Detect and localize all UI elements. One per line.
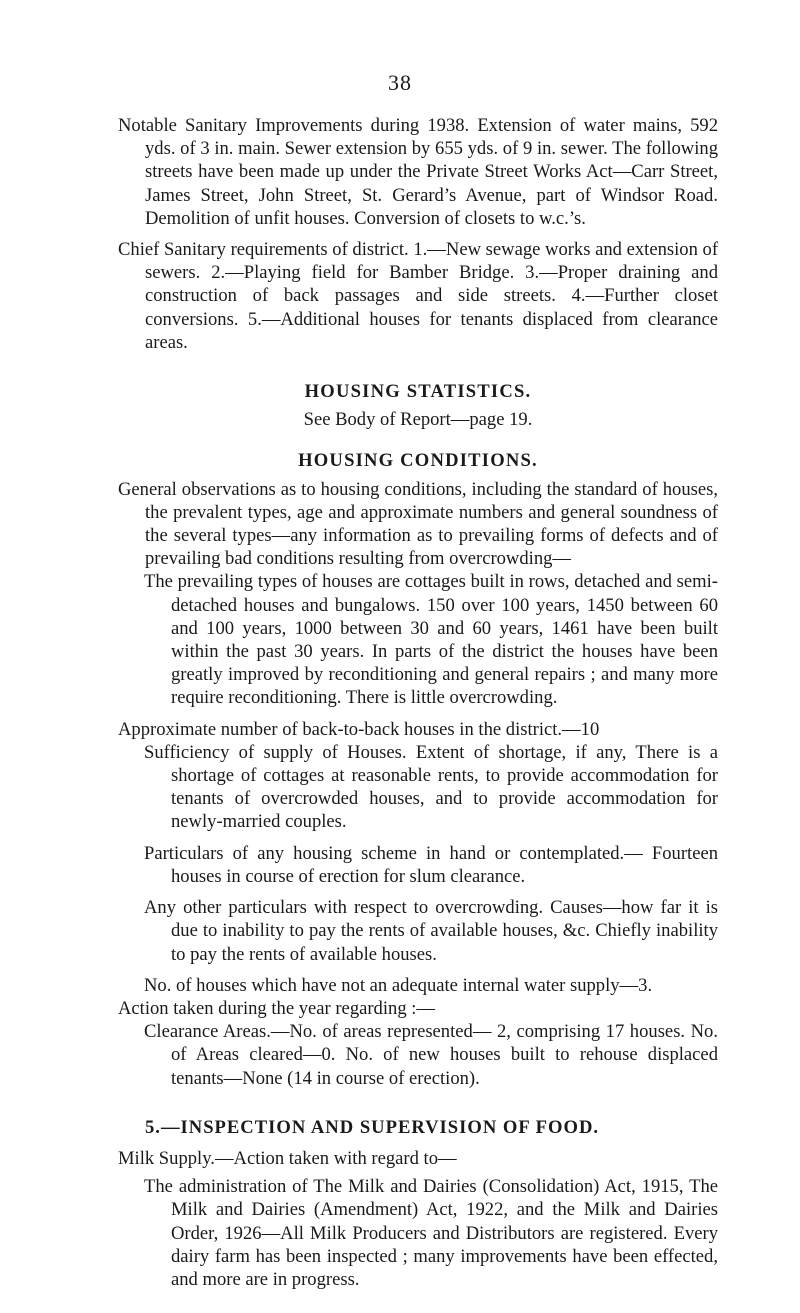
milk-supply-paragraph: Milk Supply.—Action taken with regard to— [118,1147,457,1169]
water-supply-paragraph: No. of houses which have not an adequate internal water supply—3. [144,974,653,996]
back-to-back-paragraph: Approximate number of back-to-back houses in the district.—10 [118,718,600,740]
general-observations-paragraph: General observations as to housing conditions, including the standard of houses, the prevalent types, age and approximate numbers and general soundness of the several types—any information as to prevailing forms of defects and of prevailing bad conditions resulting from overcrowding— [118,478,718,570]
page-number: 38 [388,70,412,95]
clearance-areas-paragraph: Clearance Areas.—No. of areas represented— 2, comprising 17 houses. No. of Areas cleared—0. No. of new houses built to rehouse displaced tenants—None (14 in course of erection). [144,1021,718,1089]
sanitary-requirements-paragraph: Chief Sanitary requirements of district. 1.—New sewage works and extension of sewers. 2.—Playing field for Bamber Bridge. 3.—Proper draining and construction of back passages and side streets. 4.—Further closet conversions. 5.—Additional houses for tenants displaced from clearance areas. [118,239,719,353]
housing-scheme-paragraph: Particulars of any housing scheme in hand or contemplated.— Fourteen houses in course of erection for slum clearance. [144,842,718,887]
prevailing-types-paragraph: The prevailing types of houses are cottages built in rows, detached and semi-detached houses and bungalows. 150 over 100 years, 1450 between 60 and 100 years, 1000 between 30 and 60 years, 1461 have been built within the past 30 years. In parts of the district the houses have been greatly improved by reconditioning and general repairs ; and many more require reconditioning. There is little overcrowding. [144,571,718,709]
page-content [118,114,718,1291]
housing-conditions-heading: HOUSING CONDITIONS. [298,450,538,472]
housing-statistics-heading: HOUSING STATISTICS. [304,381,532,403]
housing-statistics-note: See Body of Report—page 19. [303,409,533,431]
sufficiency-paragraph: Sufficiency of supply of Houses. Extent of shortage, if any, There is a shortage of cottages at reasonable rents, to provide accommodation for tenants of overcrowded houses, and to provide accommodation for newly-married couples. [144,741,718,833]
milk-administration-paragraph: The administration of The Milk and Dairies (Consolidation) Act, 1915, The Milk and Dairies (Amendment) Act, 1922, and the Milk and Dairies Order, 1926—All Milk Producers and Distributors are registered. Every dairy farm has been inspected ; many improvements have been effected, and more are in progress. [144,1176,718,1290]
food-inspection-heading: 5.—INSPECTION AND SUPERVISION OF FOOD. [145,1116,600,1138]
action-taken-paragraph: Action taken during the year regarding :— [118,997,436,1019]
overcrowding-paragraph: Any other particulars with respect to overcrowding. Causes—how far it is due to inability to pay the rents of available houses, &c. Chiefly inability to pay the rents of available houses. [144,897,718,965]
sanitary-improvements-paragraph: Notable Sanitary Improvements during 1938. Extension of water mains, 592 yds. of 3 in. main. Sewer extension by 655 yds. of 9 in. sewer. The following streets have been made up under the Private Street Works Act—Carr Street, James Street, John Street, St. Gerard’s Avenue, part of Windsor Road. Demolition of unfit houses. Conversion of closets to w.c.’s. [118,115,718,229]
